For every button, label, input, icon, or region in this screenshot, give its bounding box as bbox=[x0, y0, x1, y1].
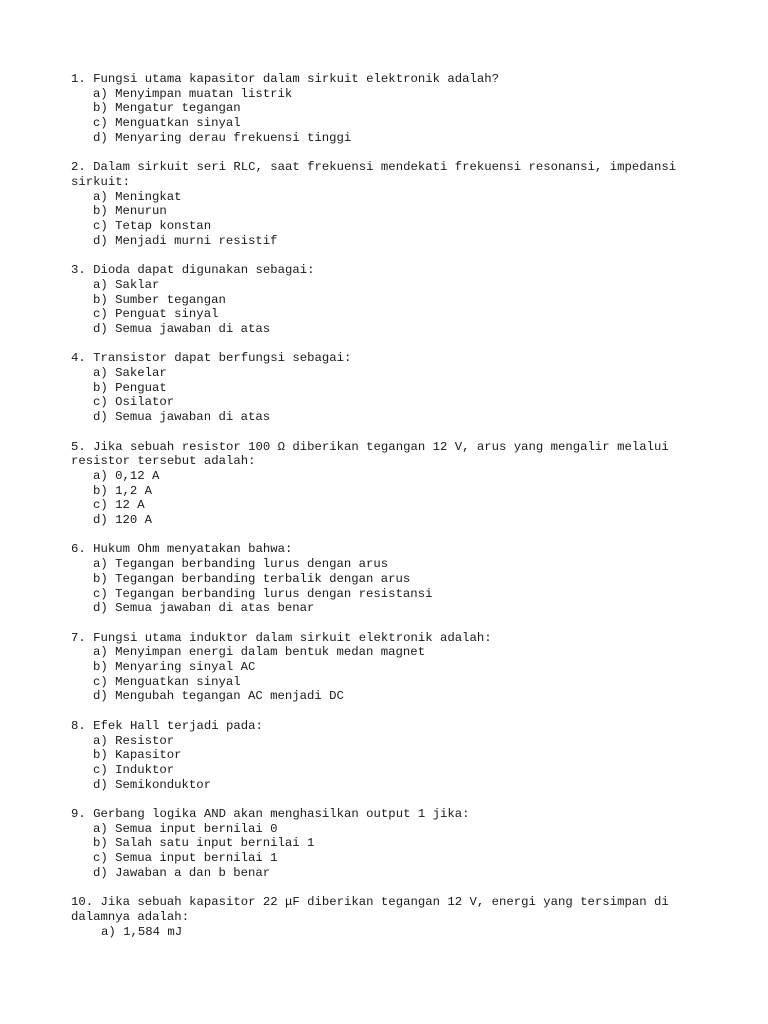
option-b: b) Sumber tegangan bbox=[93, 292, 226, 307]
option-d: d) Mengubah tegangan AC menjadi DC bbox=[93, 689, 344, 704]
option-d: d) 120 A bbox=[93, 513, 153, 528]
option-a: a) Meningkat bbox=[93, 189, 182, 204]
question-text: 10. Jika sebuah kapasitor 22 μF diberikan tegangan 12 V, energi yang tersimpan di dalamnya adalah: bbox=[71, 895, 677, 924]
question-4 bbox=[71, 351, 711, 425]
question-9 bbox=[71, 807, 711, 881]
question-10 bbox=[71, 895, 711, 939]
option-d: d) Menjadi murni resistif bbox=[93, 233, 278, 248]
question-text: 5. Jika sebuah resistor 100 Ω diberikan tegangan 12 V, arus yang mengalir melalui resistor tersebut adalah: bbox=[71, 439, 677, 469]
question-text: 7. Fungsi utama induktor dalam sirkuit elektronik adalah: bbox=[71, 630, 492, 645]
question-8 bbox=[71, 719, 711, 793]
option-d: d) Menyaring derau frekuensi tinggi bbox=[93, 130, 352, 145]
option-c: c) Menguatkan sinyal bbox=[93, 116, 241, 131]
question-7 bbox=[71, 631, 711, 705]
option-a: a) Sakelar bbox=[93, 366, 167, 381]
question-text: 4. Transistor dapat berfungsi sebagai: bbox=[71, 351, 352, 366]
option-d: d) Semua jawaban di atas bbox=[93, 321, 271, 336]
question-text: 2. Dalam sirkuit seri RLC, saat frekuensi mendekati frekuensi resonansi, impedansi sirkuit: bbox=[71, 160, 684, 189]
option-list bbox=[71, 925, 711, 940]
document-page bbox=[71, 72, 711, 954]
option-d: d) Semua jawaban di atas bbox=[93, 410, 271, 425]
question-5 bbox=[71, 440, 711, 528]
question-2 bbox=[71, 160, 711, 248]
option-b: b) Penguat bbox=[93, 380, 167, 395]
option-a: a) Saklar bbox=[93, 277, 160, 292]
option-list bbox=[71, 469, 711, 528]
option-b: b) Salah satu input bernilai 1 bbox=[93, 836, 315, 851]
option-b: b) 1,2 A bbox=[93, 483, 153, 498]
question-1 bbox=[71, 72, 711, 146]
question-6 bbox=[71, 542, 711, 616]
option-list bbox=[71, 278, 711, 337]
question-text: 6. Hukum Ohm menyatakan bahwa: bbox=[71, 542, 293, 557]
option-list bbox=[71, 734, 711, 793]
option-a: a) Tegangan berbanding lurus dengan arus bbox=[93, 557, 389, 572]
option-d: d) Jawaban a dan b benar bbox=[93, 865, 271, 880]
option-b: b) Menurun bbox=[93, 204, 167, 219]
option-a: a) Resistor bbox=[93, 733, 175, 748]
option-d: d) Semua jawaban di atas benar bbox=[93, 601, 315, 616]
option-a: a) 1,584 mJ bbox=[101, 924, 183, 939]
option-list bbox=[71, 366, 711, 425]
option-c: c) Penguat sinyal bbox=[93, 307, 219, 322]
option-b: b) Mengatur tegangan bbox=[93, 101, 241, 116]
option-b: b) Tegangan berbanding terbalik dengan arus bbox=[93, 571, 411, 586]
question-text: 3. Dioda dapat digunakan sebagai: bbox=[71, 263, 315, 278]
option-c: c) Menguatkan sinyal bbox=[93, 674, 241, 689]
option-list bbox=[71, 190, 711, 249]
option-b: b) Menyaring sinyal AC bbox=[93, 660, 256, 675]
option-list bbox=[71, 822, 711, 881]
option-d: d) Semikonduktor bbox=[93, 777, 212, 792]
option-a: a) 0,12 A bbox=[93, 468, 160, 483]
option-list bbox=[71, 557, 711, 616]
option-a: a) Menyimpan muatan listrik bbox=[93, 86, 293, 101]
option-c: c) Semua input bernilai 1 bbox=[93, 851, 278, 866]
question-text: 9. Gerbang logika AND akan menghasilkan output 1 jika: bbox=[71, 807, 470, 822]
option-list bbox=[71, 87, 711, 146]
question-text: 8. Efek Hall terjadi pada: bbox=[71, 718, 263, 733]
option-a: a) Semua input bernilai 0 bbox=[93, 821, 278, 836]
question-3 bbox=[71, 263, 711, 337]
option-c: c) Tegangan berbanding lurus dengan resistansi bbox=[93, 586, 433, 601]
option-c: c) Induktor bbox=[93, 762, 175, 777]
option-c: c) Tetap konstan bbox=[93, 219, 212, 234]
option-c: c) 12 A bbox=[93, 498, 145, 513]
option-list bbox=[71, 645, 711, 704]
option-c: c) Osilator bbox=[93, 395, 175, 410]
option-a: a) Menyimpan energi dalam bentuk medan magnet bbox=[93, 645, 426, 660]
option-b: b) Kapasitor bbox=[93, 748, 182, 763]
question-text: 1. Fungsi utama kapasitor dalam sirkuit elektronik adalah? bbox=[71, 72, 500, 86]
